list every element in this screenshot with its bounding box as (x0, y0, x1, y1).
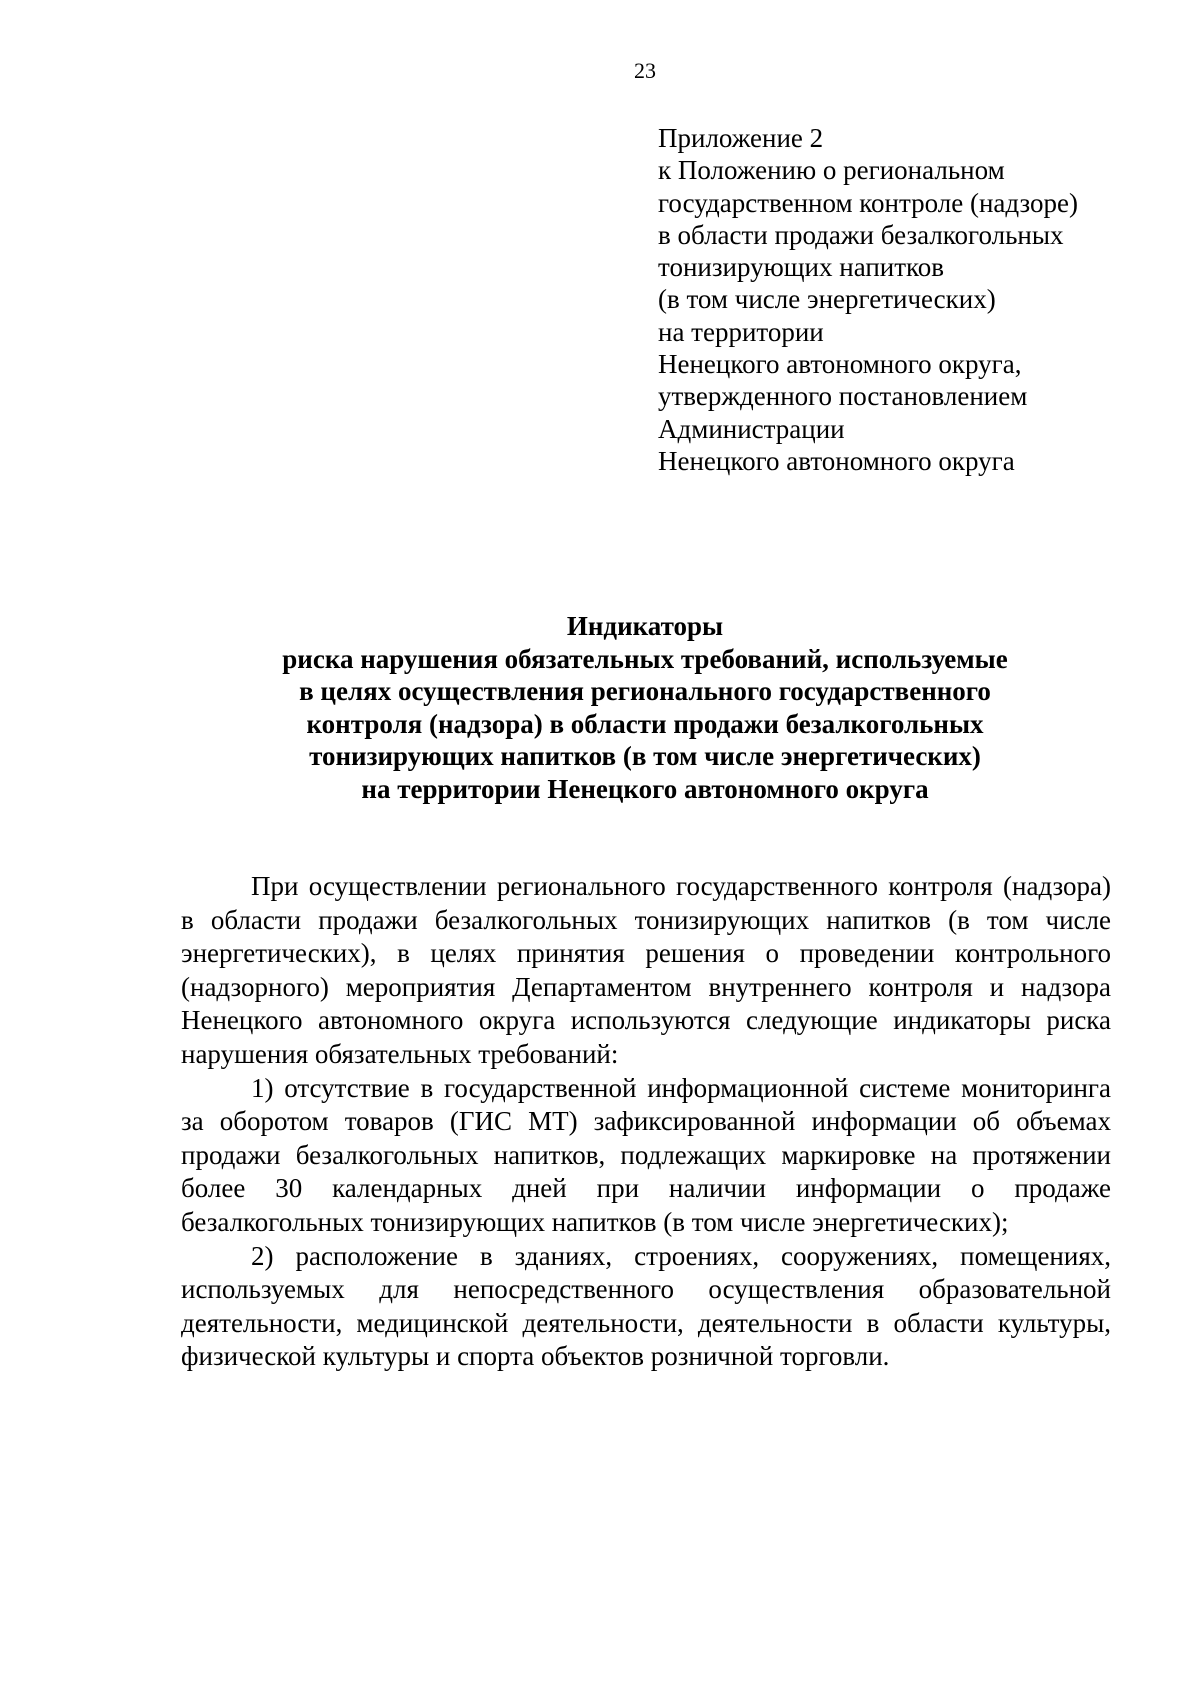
title-line: контроля (надзора) в области продажи безалкогольных (306, 708, 984, 739)
document-title (180, 610, 1110, 806)
appendix-line: к Положению о региональном (658, 155, 1005, 186)
title-line: тонизирующих напитков (в том числе энергетических) (309, 741, 981, 772)
intro-paragraph: При осуществлении регионального государственного контроля (надзора) в области продажи безалкогольных тонизирующих напитков (в том числе энергетических), в целях принятия решения о проведении контрольного (надзорного) мероприятия Департаментом внутреннего контроля и надзора Ненецкого автономного округа используются следующие индикаторы риска нарушения обязательных требований: (181, 871, 1111, 1069)
appendix-line: на территории (658, 316, 824, 347)
document-body (181, 870, 1111, 1374)
appendix-line: Приложение 2 (658, 123, 824, 153)
title-line: риска нарушения обязательных требований, используемые (282, 643, 1008, 674)
appendix-line: тонизирующих напитков (658, 252, 945, 283)
appendix-line: Ненецкого автономного округа, (658, 349, 1022, 380)
page-number: 23 (634, 58, 656, 83)
title-line: на территории Ненецкого автономного округа (361, 773, 929, 804)
appendix-line: в области продажи безалкогольных (658, 219, 1064, 250)
title-line: в целях осуществления регионального государственного (299, 676, 991, 707)
appendix-line: Ненецкого автономного округа (658, 445, 1015, 476)
appendix-line: утвержденного постановлением (658, 381, 1028, 412)
indicator-item-1: 1) отсутствие в государственной информационной системе мониторинга за оборотом товаров (ГИС МТ) зафиксированной информации об объемах продажи безалкогольных напитков, подлежащих маркировке на протяжении более 30 календарных дней при наличии информации о продаже безалкогольных тонизирующих напитков (в том числе энергетических); (181, 1072, 1111, 1237)
appendix-line: государственном контроле (надзоре) (658, 187, 1078, 218)
indicator-item-2: 2) расположение в зданиях, строениях, сооружениях, помещениях, используемых для непосредственного осуществления образовательной деятельности, медицинской деятельности, деятельности в области культуры, физической культуры и спорта объектов розничной торговли. (181, 1240, 1111, 1372)
appendix-line: Администрации (658, 413, 845, 444)
title-line: Индикаторы (566, 611, 724, 641)
appendix-header (658, 122, 1178, 477)
appendix-line: (в том числе энергетических) (658, 284, 996, 315)
